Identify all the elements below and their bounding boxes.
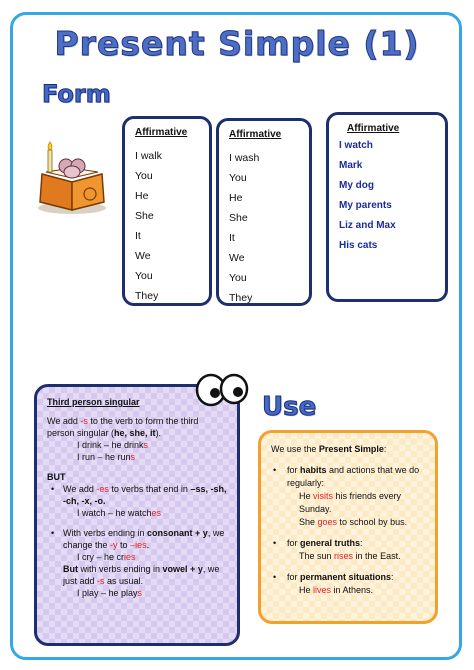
column-row: We	[135, 250, 151, 262]
affirmative-column-watch	[326, 112, 448, 302]
column-row: You	[229, 272, 247, 284]
rule-es: • We add -es to verbs that end in –ss, -sh, -ch, -x, -o.	[47, 483, 227, 507]
book-mouse-icon	[32, 138, 112, 218]
column-row: We	[229, 252, 245, 264]
example-line: I drink – he drinks	[77, 440, 149, 450]
use-intro: We use the Present Simple:	[271, 444, 387, 454]
example-line: I watch – he watches	[77, 508, 162, 518]
column-row: It	[229, 232, 235, 244]
use-general-truths: • for general truths:	[271, 537, 425, 550]
column-row: I wash	[229, 152, 260, 164]
cartoon-eyes-icon	[194, 372, 250, 408]
use-habits: • for habits and actions that we do regularly:	[271, 464, 425, 490]
column-row: He	[135, 190, 149, 202]
column-row: My parents	[339, 200, 392, 211]
column-row: I watch	[339, 140, 373, 151]
column-row: She	[229, 212, 248, 224]
example-line: I run – he runs	[77, 452, 136, 462]
column-row: You	[135, 170, 153, 182]
example-line: I play – he plays	[77, 588, 143, 598]
column-header: Affirmative	[135, 127, 188, 138]
column-row: You	[229, 172, 247, 184]
page-title: Present Simple (1)	[54, 24, 420, 63]
rule-intro: We add -s to the verb to form the third person singular (he, she, it).	[47, 416, 199, 438]
column-row: Mark	[339, 160, 363, 171]
but-label: BUT	[47, 472, 66, 482]
column-row: It	[135, 230, 141, 242]
affirmative-column-wash	[216, 118, 312, 306]
example-line: She goes to school by bus.	[299, 517, 408, 527]
use-box	[258, 430, 438, 624]
affirmative-column-walk	[122, 116, 212, 306]
column-row: His cats	[339, 240, 378, 251]
column-row: Liz and Max	[339, 220, 396, 231]
column-row: You	[135, 270, 153, 282]
column-row: He	[229, 192, 243, 204]
column-row: They	[135, 290, 159, 302]
column-row: They	[229, 292, 253, 304]
example-line: He visits his friends every Sunday.	[299, 491, 402, 514]
form-heading: Form	[42, 80, 111, 108]
column-header: Affirmative	[229, 129, 282, 140]
column-row: I walk	[135, 150, 162, 162]
example-line: He lives in Athens.	[299, 585, 374, 595]
rule-vowel-y: But with verbs ending in vowel + y, we just add -s as usual.	[63, 564, 220, 586]
third-person-title: Third person singular	[47, 397, 140, 407]
column-header: Affirmative	[347, 123, 400, 134]
third-person-box	[34, 384, 240, 646]
example-line: The sun rises in the East.	[299, 551, 401, 561]
example-line: I cry – he cries	[77, 552, 136, 562]
use-permanent-situations: • for permanent situations:	[271, 571, 425, 584]
column-row: She	[135, 210, 154, 222]
column-row: My dog	[339, 180, 374, 191]
use-heading: Use	[262, 392, 317, 422]
rule-ies: • With verbs ending in consonant + y, we change the -y to –ies.	[47, 527, 227, 551]
